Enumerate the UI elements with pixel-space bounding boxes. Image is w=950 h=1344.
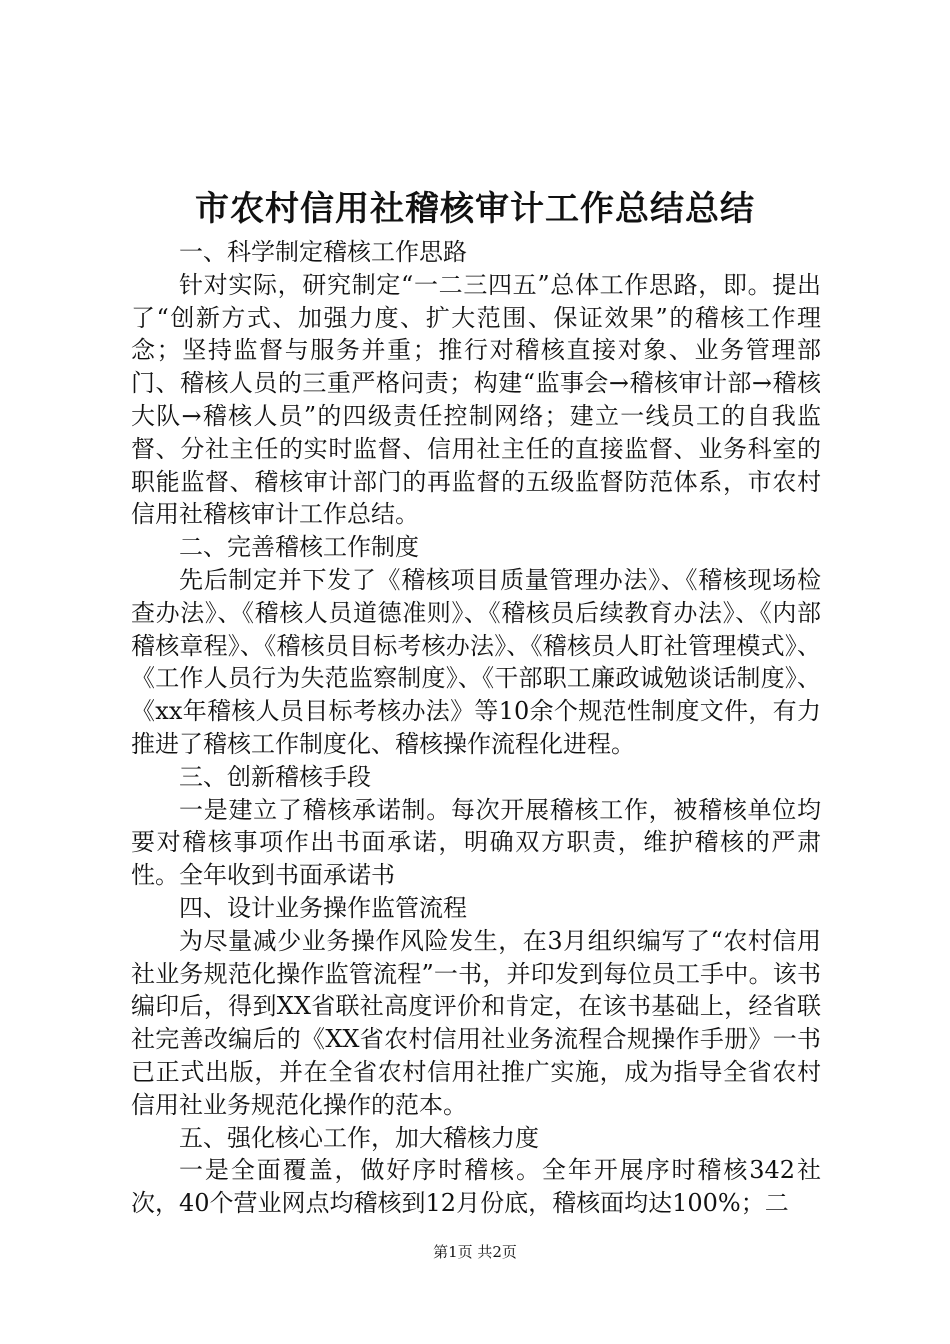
- paragraph-2: 先后制定并下发了《稽核项目质量管理办法》、《稽核现场检查办法》、《稽核人员道德准则》、《稽核员后续教育办法》、《内部稽核章程》、《稽核员目标考核办法》、《稽核员人盯社管理模式》、《工作人员行为失范监察制度》、《干部职工廉政诚勉谈话制度》、《xx年稽核人员目标考核办法》等10余个规范性制度文件，有力推进了稽核工作制度化、稽核操作流程化进程。: [131, 565, 821, 758]
- document-body: [131, 236, 821, 1220]
- section-heading-5: 五、强化核心工作，加大稽核力度: [179, 1123, 539, 1152]
- paragraph-1: 针对实际，研究制定“一二三四五”总体工作思路，即。提出了“创新方式、加强力度、扩大范围、保证效果”的稽核工作理念；坚持监督与服务并重；推行对稽核直接对象、业务管理部门、稽核人员的三重严格问责；构建“监事会→稽核审计部→稽核大队→稽核人员”的四级责任控制网络；建立一线员工的自我监督、分社主任的实时监督、信用社主任的直接监督、业务科室的职能监督、稽核审计部门的再监督的五级监督防范体系，市农村信用社稽核审计工作总结。: [131, 270, 821, 529]
- section-heading-4: 四、设计业务操作监管流程: [179, 893, 467, 922]
- document-title: 市农村信用社稽核审计工作总结总结: [195, 189, 755, 229]
- section-heading-2: 二、完善稽核工作制度: [179, 533, 419, 562]
- paragraph-4: 为尽量减少业务操作风险发生，在3月组织编写了“农村信用社业务规范化操作监管流程”一书，并印发到每位员工手中。该书编印后，得到XX省联社高度评价和肯定，在该书基础上，经省联社完善改编后的《XX省农村信用社业务流程合规操作手册》一书已正式出版，并在全省农村信用社推广实施，成为指导全省农村信用社业务规范化操作的范本。: [131, 926, 821, 1119]
- page-footer: 第1页 共2页: [433, 1243, 517, 1261]
- paragraph-5: 一是全面覆盖，做好序时稽核。全年开展序时稽核342社次，40个营业网点均稽核到12月份底，稽核面均达100%；二: [131, 1156, 821, 1218]
- paragraph-3: 一是建立了稽核承诺制。每次开展稽核工作，被稽核单位均要对稽核事项作出书面承诺，明确双方职责，维护稽核的严肃性。全年收到书面承诺书: [131, 795, 821, 890]
- section-heading-1: 一、科学制定稽核工作思路: [179, 238, 467, 266]
- section-heading-3: 三、创新稽核手段: [179, 762, 371, 791]
